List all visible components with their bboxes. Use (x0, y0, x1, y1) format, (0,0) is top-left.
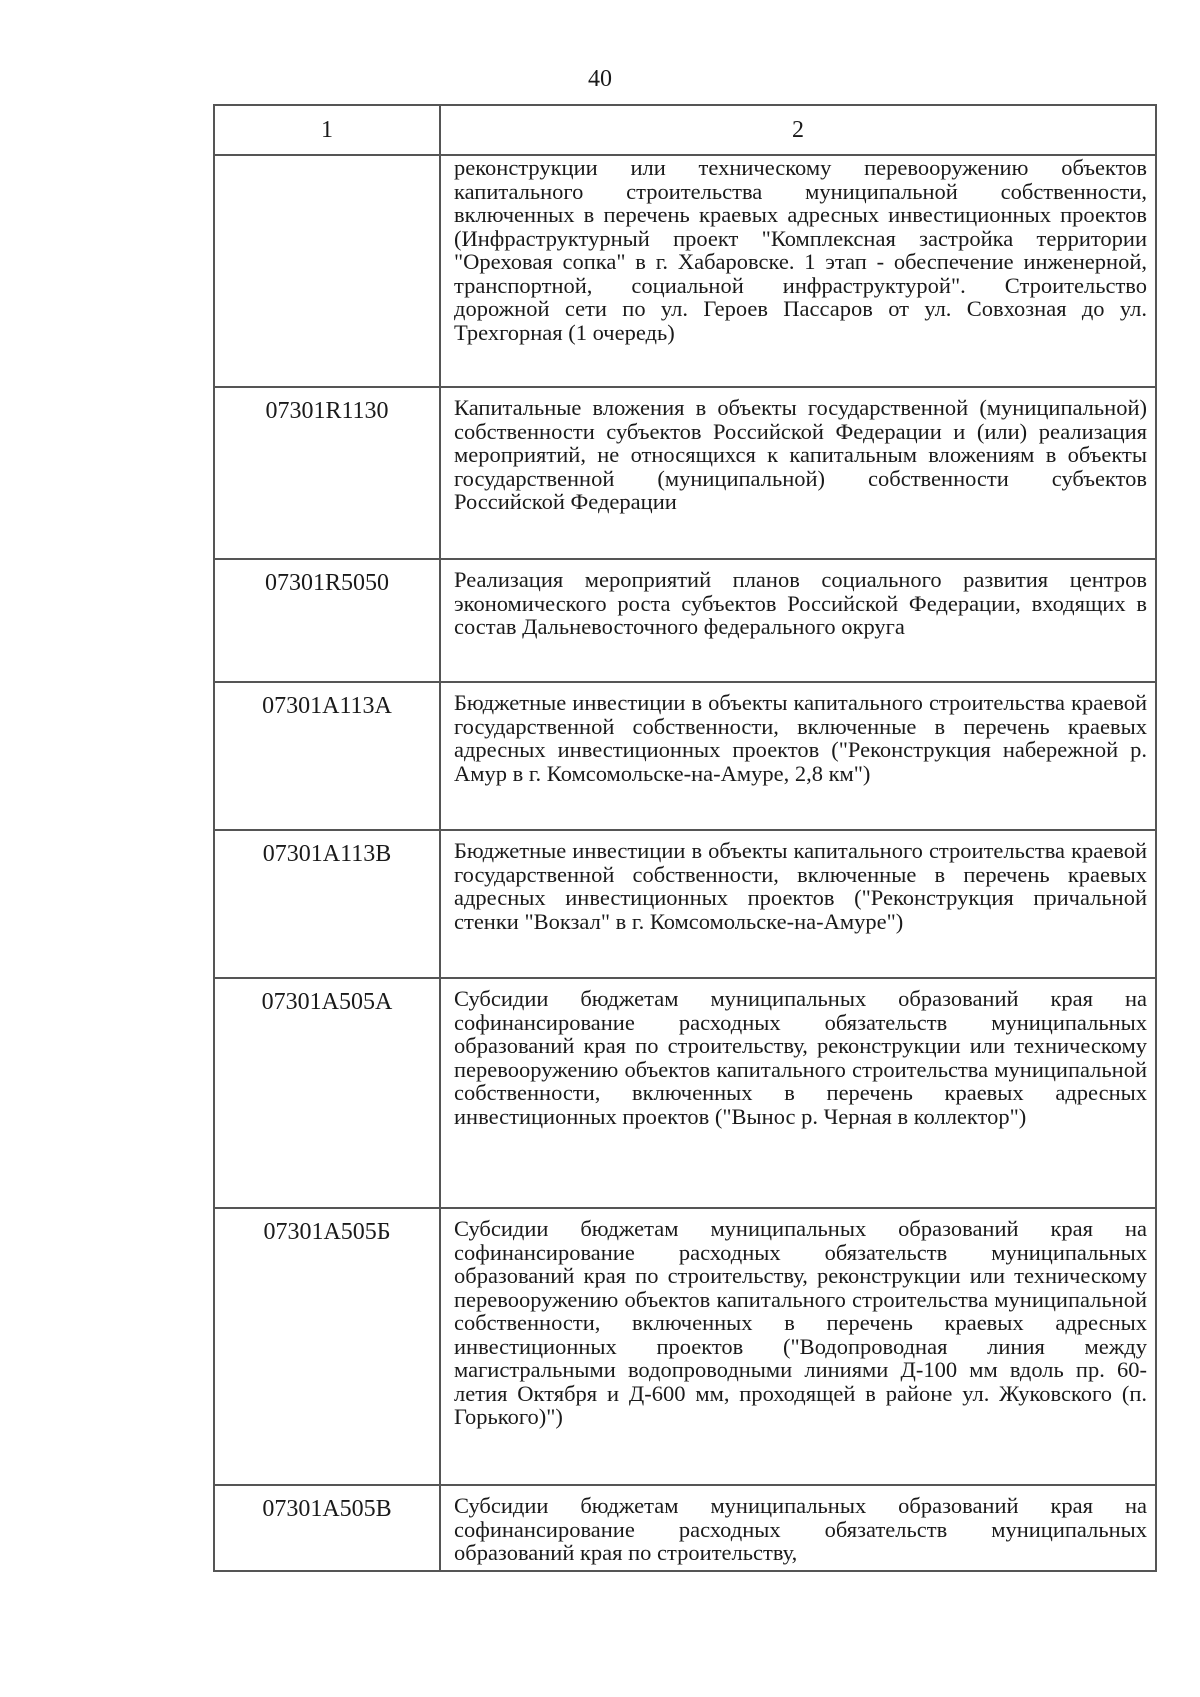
page-number: 40 (588, 66, 612, 92)
description-cell: Субсидии бюджетам муниципальных образований края на софинансирование расходных обязательств муниципальных образований края по строительству, (440, 1485, 1156, 1571)
budget-code-cell: 07301R5050 (214, 559, 440, 682)
column-header-code: 1 (214, 105, 440, 155)
table-row (214, 559, 1156, 682)
table-row (214, 978, 1156, 1208)
budget-code-table (213, 104, 1157, 1572)
description-cell: Субсидии бюджетам муниципальных образований края на софинансирование расходных обязательств муниципальных образований края по строительству, реконструкции или техническому перевооружению объектов капитального строительства муниципальной собственности, включенных в перечень краевых адресных инвестиционных проектов ("Водопроводная линия между магистральными водопроводными линиями Д-100 мм вдоль пр. 60-летия Октября и Д-600 мм, проходящей в районе ул. Жуковского (п. Горького)") (440, 1208, 1156, 1485)
description-cell: Субсидии бюджетам муниципальных образований края на софинансирование расходных обязательств муниципальных образований края по строительству, реконструкции или техническому перевооружению объектов капитального строительства муниципальной собственности, включенных в перечень краевых адресных инвестиционных проектов ("Вынос р. Черная в коллектор") (440, 978, 1156, 1208)
column-header-description: 2 (440, 105, 1156, 155)
description-cell: Бюджетные инвестиции в объекты капитального строительства краевой государственной собственности, включенные в перечень краевых адресных инвестиционных проектов ("Реконструкция набережной р. Амур в г. Комсомольске-на-Амуре, 2,8 км") (440, 682, 1156, 830)
budget-code-cell: 07301A505B (214, 1485, 440, 1571)
budget-code-cell: 07301A113A (214, 682, 440, 830)
description-cell: Бюджетные инвестиции в объекты капитального строительства краевой государственной собственности, включенные в перечень краевых адресных инвестиционных проектов ("Реконструкция причальной стенки "Вокзал" в г. Комсомольске-на-Амуре") (440, 830, 1156, 978)
budget-code-cell: 07301A505A (214, 978, 440, 1208)
description-cell: реконструкции или техническому перевооружению объектов капитального строительства муниципальной собственности, включенных в перечень краевых адресных инвестиционных проектов (Инфраструктурный проект "Комплексная застройка территории "Ореховая сопка" в г. Хабаровске. 1 этап - обеспечение инженерной, транспортной, социальной инфраструктурой". Строительство дорожной сети по ул. Героев Пассаров от ул. Совхозная до ул. Трехгорная (1 очередь) (440, 155, 1156, 387)
description-cell: Капитальные вложения в объекты государственной (муниципальной) собственности субъектов Российской Федерации и (или) реализация мероприятий, не относящихся к капитальным вложениям в объекты государственной (муниципальной) собственности субъектов Российской Федерации (440, 387, 1156, 559)
budget-code-cell: 07301A505Б (214, 1208, 440, 1485)
budget-code-cell (214, 155, 440, 387)
table-row (214, 830, 1156, 978)
budget-code-cell: 07301A113B (214, 830, 440, 978)
table-row (214, 155, 1156, 387)
table-row (214, 1208, 1156, 1485)
table-header-row (214, 105, 1156, 155)
budget-code-cell: 07301R1130 (214, 387, 440, 559)
table-row (214, 682, 1156, 830)
description-cell: Реализация мероприятий планов социального развития центров экономического роста субъектов Российской Федерации, входящих в состав Дальневосточного федерального округа (440, 559, 1156, 682)
table-row (214, 1485, 1156, 1571)
table-row (214, 387, 1156, 559)
